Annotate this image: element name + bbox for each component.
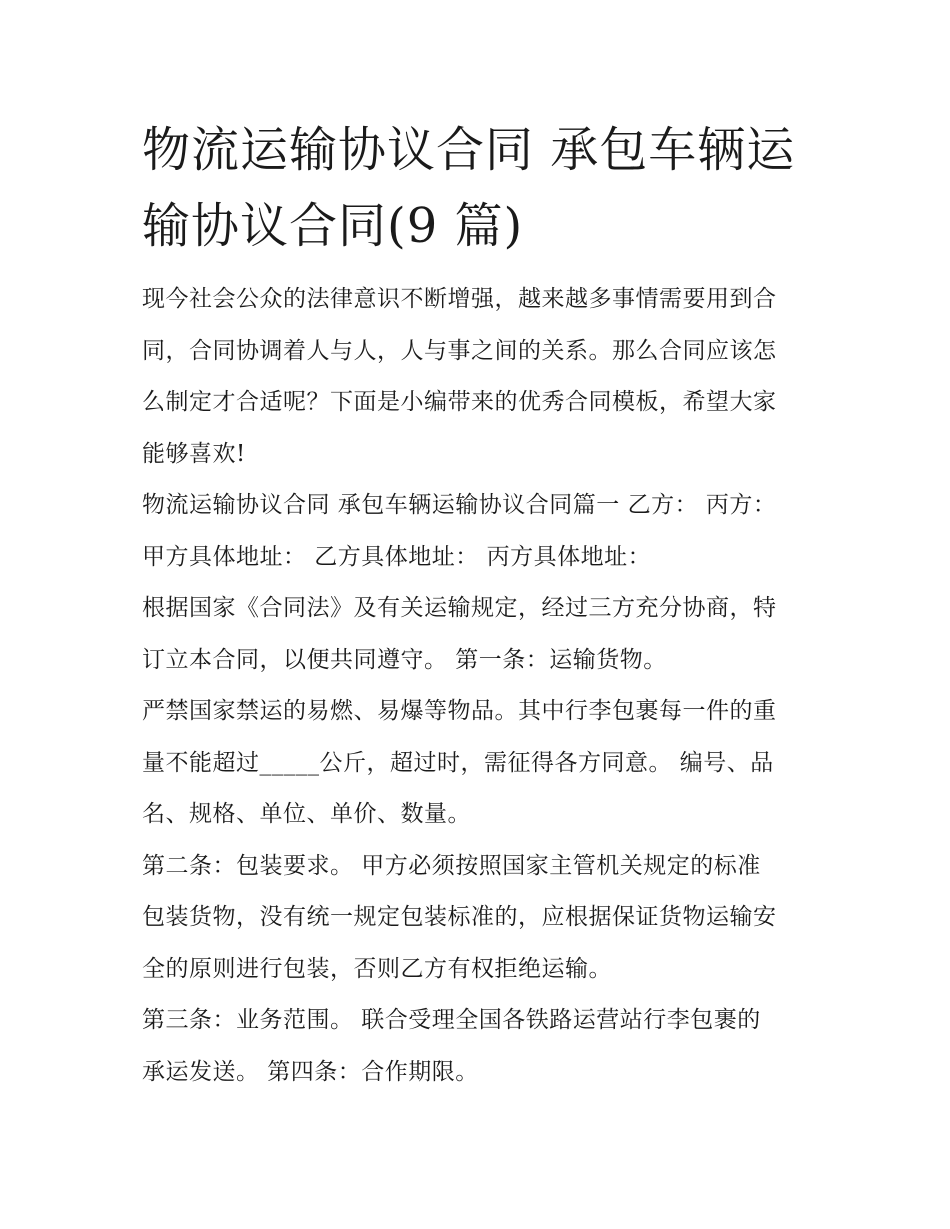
text-line: 现今社会公众的法律意识不断增强，越来越多事情需要用到合 bbox=[142, 286, 777, 312]
parties-paragraph bbox=[142, 480, 822, 583]
text-line: 根据国家《合同法》及有关运输规定，经过三方充分协商，特 bbox=[142, 595, 777, 621]
text-line: 包装货物，没有统一规定包装标准的，应根据保证货物运输安 bbox=[142, 904, 777, 930]
text-line: 第二条：包装要求。 甲方必须按照国家主管机关规定的标准 bbox=[142, 852, 761, 879]
text-line: 第三条：业务范围。 联合受理全国各铁路运营站行李包裹的 bbox=[142, 1007, 761, 1033]
document-title bbox=[142, 112, 822, 264]
text-line: 能够喜欢! bbox=[142, 440, 246, 467]
text-line: 物流运输协议合同 承包车辆运输协议合同篇一 乙方： 丙方： bbox=[142, 492, 777, 518]
text-line: 全的原则进行包装，否则乙方有权拒绝运输。 bbox=[142, 955, 612, 982]
text-line: 名、规格、单位、单价、数量。 bbox=[142, 801, 471, 827]
text-line: 严禁国家禁运的易燃、易爆等物品。其中行李包裹每一件的重 bbox=[142, 698, 777, 724]
article-two-paragraph bbox=[142, 841, 822, 996]
text-line: 承运发送。 第四条：合作期限。 bbox=[142, 1058, 479, 1085]
text-line: 同，合同协调着人与人，人与事之间的关系。那么合同应该怎 bbox=[142, 337, 777, 364]
text-line: 订立本合同，以便共同遵守。 第一条：运输货物。 bbox=[142, 646, 667, 673]
document-page bbox=[142, 112, 822, 1098]
article-three-paragraph bbox=[142, 995, 822, 1098]
basis-paragraph bbox=[142, 583, 822, 686]
text-line: 么制定才合适呢？下面是小编带来的优秀合同模板，希望大家 bbox=[142, 389, 777, 415]
title-line: 物流运输协议合同 承包车辆运 bbox=[142, 122, 796, 178]
title-line: 输协议合同(9 篇) bbox=[142, 198, 524, 254]
text-line: 甲方具体地址： 乙方具体地址： 丙方具体地址： bbox=[142, 543, 652, 570]
text-line: 量不能超过_____公斤，超过时，需征得各方同意。 编号、品 bbox=[142, 749, 774, 776]
article-one-paragraph bbox=[142, 686, 822, 841]
intro-paragraph bbox=[142, 274, 822, 480]
